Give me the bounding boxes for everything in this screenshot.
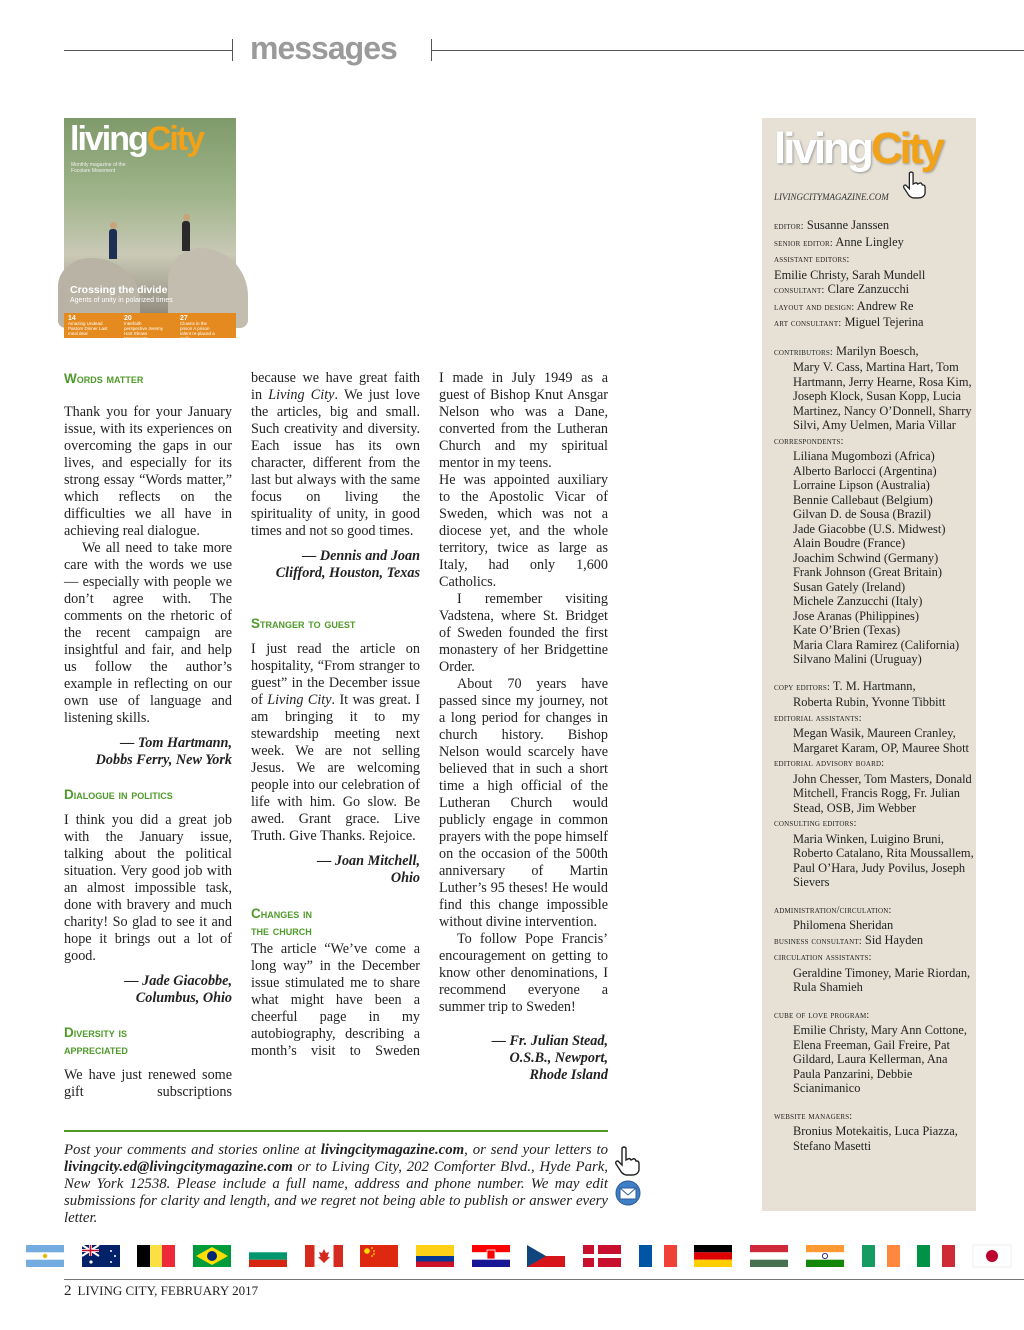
- header-tick-left: [232, 39, 233, 61]
- note-divider: [64, 1130, 608, 1132]
- website-link[interactable]: livingcitymagazine.com: [320, 1142, 465, 1158]
- cover-figure-right-head: [183, 214, 190, 221]
- footer-text: LIVING CITY, FEBRUARY 2017: [77, 1283, 259, 1298]
- words-matter-paragraph: We all need to take more care with the words we use — especially with people we don’t agree with. The comments on the rhetoric of the recent campaign are insightful and fair, and help us follow the author’s example in reflecting on our own use of language and listening skills.: [64, 540, 232, 726]
- header-rule-left: [64, 50, 232, 51]
- hungary-flag: [750, 1245, 788, 1267]
- diversity-paragraph: We have just renewed some gift subscriptions: [64, 1067, 232, 1100]
- china-flag: [360, 1245, 398, 1267]
- signature-line: — Tom Hartmann,: [120, 735, 232, 751]
- signature-line: Ohio: [390, 870, 420, 886]
- signature-line: Columbus, Ohio: [135, 990, 232, 1006]
- changes-paragraph: I made in July 1949 as a guest of Bishop Knut Ansgar Nelson who was a Dane, converted from the Lutheran Church and my spiritual mentor in my teens.: [439, 370, 608, 471]
- cover-logo: livingCity: [70, 120, 204, 158]
- masthead-url[interactable]: LIVINGCITYMAGAZINE.COM: [774, 192, 889, 202]
- signature-line: — Dennis and Joan: [302, 548, 420, 564]
- submission-note: Post your comments and stories online at livingcitymagazine.com, or send your letters to livingcity.ed@livingcitymagazine.com or to Living City, 202 Comforter Blvd., Hyde Park, New York 12538. Please include a full name, address and phone number. We may edit submissions for clarity and length, and we regret not being able to publish or answer every letter.: [64, 1142, 609, 1226]
- italy-flag: [917, 1245, 955, 1267]
- germany-flag: [694, 1245, 732, 1267]
- cover-figure-right: [182, 221, 190, 251]
- article-column-3: [439, 370, 608, 1084]
- changes-paragraph: The article “We’ve come a long way” in the December issue stimulated me to share what might have been a cheerful page in my autobiography, describing a month’s visit to Sweden: [251, 941, 420, 1059]
- changes-paragraph: I remember visiting Vadstena, where St. Bridget of Sweden founded the first monastery of her Bridgettine Order.: [439, 591, 608, 675]
- signature-line: — Joan Mitchell,: [317, 853, 420, 869]
- croatia-flag: [472, 1245, 510, 1267]
- signature-line: — Fr. Julian Stead,: [491, 1033, 608, 1049]
- changes-paragraph: He was appointed auxiliary to the Apostolic Vicar of Sweden, which was not a diocese yet, and the whole territory, twice as large as Italy, had only 1,600 Catholics.: [439, 472, 608, 590]
- pointing-hand-icon: [902, 170, 926, 205]
- heading-changes-church: Changes in: [251, 906, 313, 921]
- signature-line: Clifford, Houston, Texas: [275, 565, 420, 581]
- heading-diversity: Diversity is: [64, 1025, 128, 1040]
- section-title: messages: [250, 30, 397, 66]
- stranger-paragraph: I just read the article on hospitality, “From stranger to guest” in the December issue of Living City. It was great. I am bringing it to my stewardship meeting next week. We are not selling Jesus. We are welcoming people into our celebration of life with him. Go slow. Be awed. Grant grace. Live Truth. Give Thanks. Rejoice.: [251, 641, 420, 844]
- magazine-cover: [64, 118, 236, 341]
- article-column-1: [64, 370, 232, 1101]
- header-rule-right: [431, 50, 1024, 51]
- cover-figure-left: [109, 229, 117, 259]
- footer-rule: [64, 1279, 1024, 1280]
- heading-changes-church-line2: the church: [251, 923, 312, 938]
- belgium-flag: [137, 1245, 175, 1267]
- signature-line: Dobbs Ferry, New York: [95, 752, 232, 768]
- heading-dialogue-politics: Dialogue in politics: [64, 787, 173, 802]
- page-number: 2: [64, 1283, 72, 1299]
- page-footer: [64, 1283, 258, 1300]
- canada-flag: [305, 1245, 343, 1267]
- australia-flag: [82, 1245, 120, 1267]
- argentina-flag: [26, 1245, 64, 1267]
- correspondents-list: Liliana Mugombozi (Africa) Alberto Barlocci (Argentina) Lorraine Lipson (Australia) Bennie Callebaut (Belgium) Gilvan D. de Sousa (Brazil) Jade Giacobbe (U.S. Midwest) Alain Boudre (France) Joachim Schwind (Germany) Frank Johnson (Great Britain) Susan Gately (Ireland) Michele Zanzucchi (Italy) Jose Aranas (Philippines) Kate O’Brien (Texas) Maria Clara Ramirez (California) Silvano Malini (Uruguay): [793, 449, 960, 666]
- heading-stranger-guest: Stranger to guest: [251, 616, 356, 631]
- ireland-flag: [862, 1245, 900, 1267]
- heading-diversity-line2: appreciated: [64, 1042, 128, 1057]
- changes-paragraph: About 70 years have passed since my journey, not a long period for changes in church history. Bishop Nelson would scarcely have believed that in such a short time a high official of the Lutheran Church would publicly engage in common prayers with the pope himself on the occasion of the 500th anniversary of Martin Luther’s 95 theses! He would find this change impossible without divine intervention.: [439, 676, 608, 930]
- email-link[interactable]: livingcity.ed@livingcitymagazine.com: [64, 1159, 293, 1175]
- masthead-credits: editor: Susanne Janssen senior editor: Anne Lingley assistant editors: Emilie Christy, Sarah Mundell consultant: Clare Zanzucchi layout and design: Andrew Re art consultant: Miguel Tejerina contributors: Marilyn Boesch, Mary V. Cass, Martina Hart, Tom Hartmann, Jerry Hearne, Rosa Kim, Joseph Klock, Susan Kopp, Lucia Martinez, Nancy O’Donnell, Sharry Silvi, Amy Uelmen, Maria Villar correspondents: Liliana Mugombozi (Africa) Alberto Barlocci (Argentina) Lorraine Lipson (Australia) Bennie Callebaut (Belgium) Gilvan D. de Sousa (Brazil) Jade Giacobbe (U.S. Midwest) Alain Boudre (France) Joachim Schwind (Germany) Frank Johnson (Great Britain) Susan Gately (Ireland) Michele Zanzucchi (Italy) Jose Aranas (Philippines) Kate O’Brien (Texas) Maria Clara Ramirez (California) Silvano Malini (Uruguay) copy editors: T. M. Hartmann, Roberta Rubin, Yvonne Tibbitt editorial assistants: Megan Wasik, Maureen Cranley, Margaret Karam, OP, Mauree Shott editorial advisory board: John Chesser, Tom Masters, Donald Mitchell, Francis Rogg, Fr. Julian Stead, OSB, Jim Webber consulting editors: Maria Winken, Luigino Bruni, Roberto Catalano, Rita Moussallem, Paul O’Hara, Judy Povilus, Joseph Sievers administration/circulation: Philomena Sheridan business consultant: Sid Hayden circulation assistants: Geraldine Timoney, Marie Riordan, Rula Shamieh cube of love program: Emilie Christy, Mary Ann Cottone, Elena Freeman, Gail Freire, Pat Gildard, Laura Kellerman, Ana Paula Panzarini, Debbie Scianimanico website managers: Bronius Motekaitis, Luca Piazza, Stefano Masetti: [774, 218, 974, 1153]
- france-flag: [639, 1245, 677, 1267]
- dialogue-paragraph: I think you did a great job with the January issue, talking about the political situation. Very good job with an almost impossible task, done with bravery and much charity! So glad to see it and hope it brings out a lot of good.: [64, 812, 232, 964]
- heading-words-matter: Words matter: [64, 371, 144, 386]
- denmark-flag: [583, 1245, 621, 1267]
- signature-line: Rhode Island: [529, 1067, 608, 1083]
- colombia-flag: [416, 1245, 454, 1267]
- signature-line: O.S.B., Newport,: [509, 1050, 608, 1066]
- envelope-icon: [614, 1180, 642, 1211]
- cover-subtitle: Monthly magazine of the Focolare Movement: [71, 162, 126, 174]
- cover-contents-bar: [64, 313, 236, 341]
- article-column-2: [251, 370, 420, 1060]
- japan-flag: [973, 1245, 1011, 1267]
- cover-title: Crossing the divide: [70, 284, 168, 296]
- masthead-sidebar: [762, 118, 976, 1211]
- cover-item: 20 Interfaith perspective Jeremy Hart Shows Monuments: [124, 315, 164, 341]
- india-flag: [806, 1245, 844, 1267]
- pointing-hand-icon: [614, 1146, 640, 1181]
- czech-flag: [527, 1245, 565, 1267]
- cover-figure-left-head: [110, 222, 117, 229]
- masthead-logo: livingCity: [774, 124, 943, 173]
- cover-item: 14 Amazing Undead Pastors Dinner Last meal deal: [68, 315, 108, 336]
- cover-item: 27 Clowns in the prison A prison talent re-placed a smile: [180, 315, 215, 341]
- diversity-paragraph-cont: because we have great faith in Living City. We just love the articles, big and small. Such creativity and diversity. Each issue has its own character, different from the last but always with the same focus on living the spirituality of unity, in good times and not so good times.: [251, 370, 420, 539]
- changes-paragraph: To follow Pope Francis’ encouragement on getting to know other denominations, I recommend everyone a summer trip to Sweden!: [439, 931, 608, 1015]
- signature-line: — Jade Giacobbe,: [124, 973, 232, 989]
- words-matter-paragraph: Thank you for your January issue, with its experiences on overcoming the gaps in our lives, and especially for its strong essay “Words matter,” which reflects on the difficulties we all have in achieving real dialogue.: [64, 404, 232, 539]
- cover-tagline: Agents of unity in polarized times: [70, 297, 173, 304]
- bulgaria-flag: [249, 1245, 287, 1267]
- brazil-flag: [193, 1245, 231, 1267]
